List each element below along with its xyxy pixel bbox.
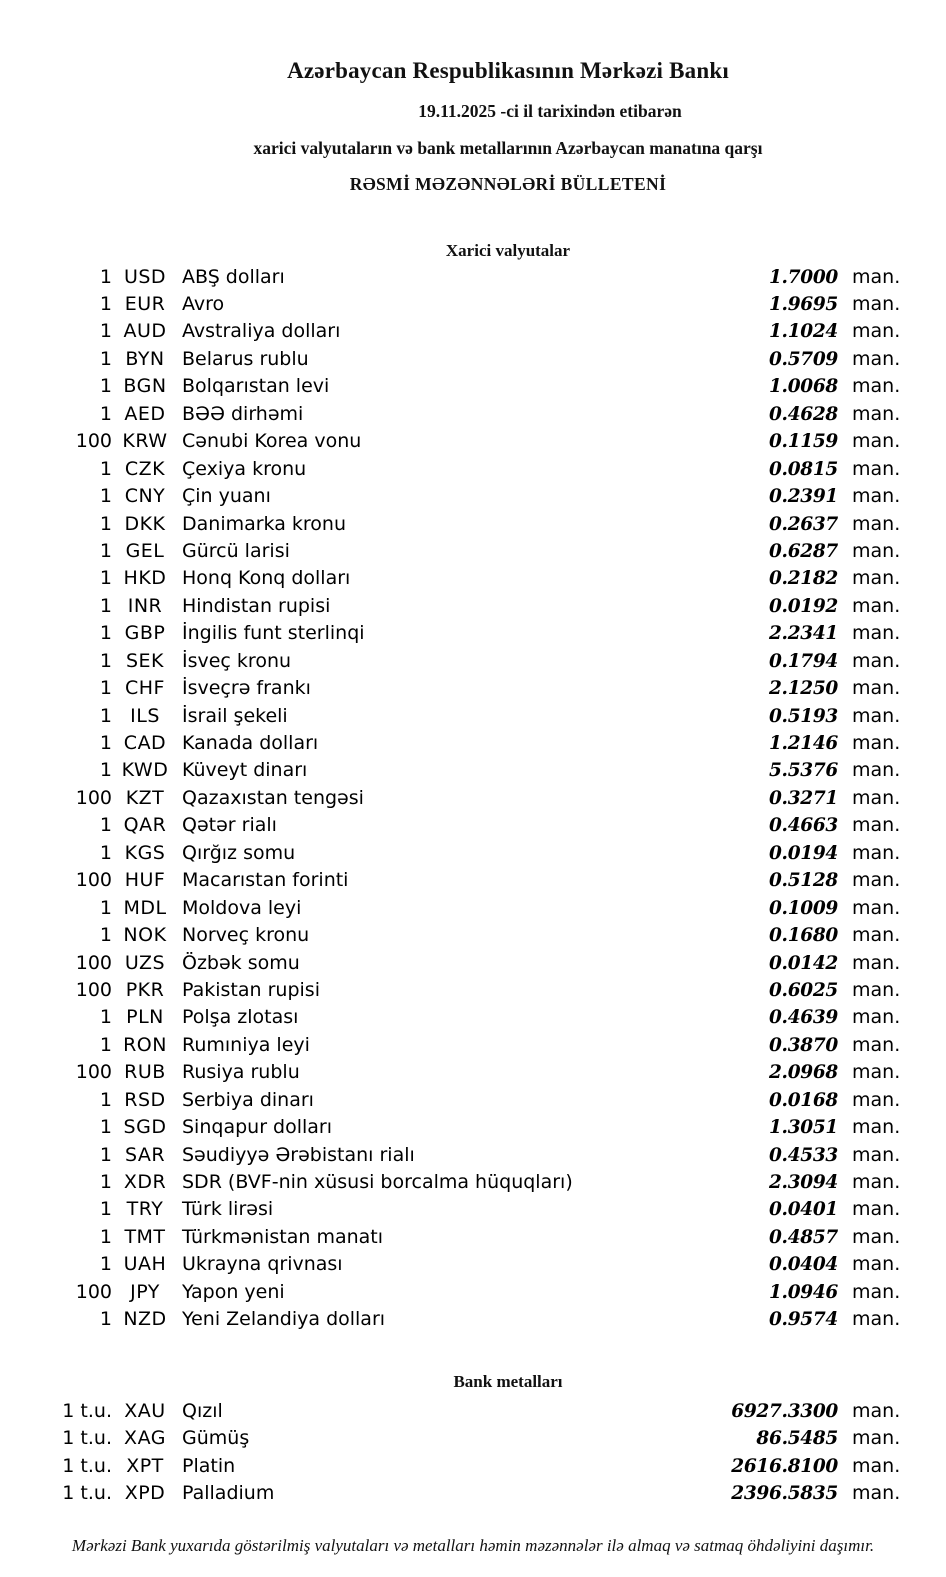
metal-row-code: XPD <box>124 1481 166 1504</box>
currency-row <box>0 1251 946 1278</box>
currency-row-code: CHF <box>125 677 165 700</box>
currency-row-unit: man. <box>852 1198 901 1221</box>
metal-row-code: XAG <box>124 1427 166 1450</box>
page-title: Azərbaycan Respublikasının Mərkəzi Bankı <box>287 58 729 83</box>
currency-row-code: ILS <box>130 704 160 727</box>
currency-row-name: Rusiya rublu <box>182 1061 300 1084</box>
currency-row-name: Belarus rublu <box>182 347 309 370</box>
metal-row-rate: 2616.8100 <box>731 1455 838 1477</box>
currency-row-code: JPY <box>130 1280 160 1303</box>
currency-row-code: GBP <box>124 622 166 645</box>
currency-row <box>0 1306 946 1333</box>
currency-row <box>0 1004 946 1031</box>
currency-row-name: Türk lirəsi <box>182 1198 274 1221</box>
currency-row-name: Macarıstan forinti <box>182 869 349 892</box>
currency-row-qty: 100 <box>75 1061 112 1084</box>
currency-row-rate: 0.1009 <box>768 897 838 919</box>
currency-row-qty: 1 <box>99 594 112 617</box>
currency-row-unit: man. <box>852 1171 901 1194</box>
currency-row-unit: man. <box>852 924 901 947</box>
currency-table <box>0 264 946 1334</box>
currency-row-code: CZK <box>124 457 166 480</box>
currency-row-qty: 1 <box>99 841 112 864</box>
currency-row-rate: 0.6287 <box>768 540 838 562</box>
currency-row-code: QAR <box>123 814 167 837</box>
currency-row <box>0 703 946 730</box>
currency-row-rate: 0.0404 <box>768 1254 838 1276</box>
currency-row-unit: man. <box>852 1033 901 1056</box>
currency-row-rate: 0.1159 <box>768 431 838 453</box>
currency-row-name: ABŞ dolları <box>182 265 285 288</box>
metals-section-title: Bank metalları <box>453 1371 563 1391</box>
currency-row-code: EUR <box>124 293 166 316</box>
currency-row-name: İngilis funt sterlinqi <box>182 622 365 645</box>
currency-row <box>0 511 946 538</box>
currency-row-unit: man. <box>852 896 901 919</box>
currency-row <box>0 401 946 428</box>
currency-row-name: Yeni Zelandiya dolları <box>182 1308 386 1331</box>
currency-row-qty: 1 <box>99 759 112 782</box>
currency-row-code: USD <box>123 265 167 288</box>
currency-row-qty: 1 <box>99 1198 112 1221</box>
currency-row-qty: 1 <box>99 924 112 947</box>
metal-row-qty: 1 t.u. <box>62 1399 112 1422</box>
currency-row-name: Avstraliya dolları <box>182 320 341 343</box>
currency-row-code: KZT <box>125 786 165 809</box>
currency-row-rate: 0.1680 <box>768 925 838 947</box>
currency-row-code: KWD <box>121 759 169 782</box>
currency-row-code: PKR <box>125 978 165 1001</box>
currency-row-rate: 2.1250 <box>768 678 838 700</box>
currency-row-unit: man. <box>852 293 901 316</box>
currency-row-name: Qazaxıstan tengəsi <box>182 786 364 809</box>
currency-row-qty: 1 <box>99 1116 112 1139</box>
currency-row-unit: man. <box>852 649 901 672</box>
currency-row-rate: 2.2341 <box>768 623 838 645</box>
currency-row-name: Gürcü larisi <box>182 539 290 562</box>
currency-row-code: TMT <box>124 1225 166 1248</box>
currency-row-code: KRW <box>122 430 168 453</box>
currency-row-rate: 0.1794 <box>768 650 838 672</box>
currency-row-qty: 1 <box>99 1006 112 1029</box>
currency-row-rate: 1.7000 <box>768 266 838 288</box>
currency-row-name: Qırğız somu <box>182 841 296 864</box>
currency-row-rate: 0.0168 <box>768 1089 838 1111</box>
metal-row-unit: man. <box>852 1454 901 1477</box>
currencies-section-title: Xarici valyutalar <box>445 240 571 260</box>
currency-row-code: XDR <box>123 1171 167 1194</box>
currency-row-unit: man. <box>852 567 901 590</box>
currency-row-name: Polşa zlotası <box>182 1006 299 1029</box>
currency-row-rate: 1.0946 <box>768 1281 838 1303</box>
currency-row-unit: man. <box>852 759 901 782</box>
currency-row <box>0 757 946 784</box>
currency-row-name: Hindistan rupisi <box>182 594 331 617</box>
currency-row-qty: 1 <box>99 1171 112 1194</box>
currency-row-qty: 1 <box>99 649 112 672</box>
currency-row-unit: man. <box>852 1061 901 1084</box>
currency-row <box>0 538 946 565</box>
currency-row-code: CAD <box>123 732 167 755</box>
currency-row-qty: 1 <box>99 704 112 727</box>
currency-row-rate: 0.0142 <box>768 952 838 974</box>
currency-row-unit: man. <box>852 1225 901 1248</box>
currency-row-code: PLN <box>126 1006 164 1029</box>
currency-row-qty: 1 <box>99 293 112 316</box>
currency-row-unit: man. <box>852 1143 901 1166</box>
currency-row-rate: 0.2637 <box>768 513 838 535</box>
currency-row <box>0 1169 946 1196</box>
subtitle-line: xarici valyutaların və bank metallarının Azərbaycan manatına qarşı <box>253 137 763 158</box>
currency-row-unit: man. <box>852 677 901 700</box>
currency-row-unit: man. <box>852 1308 901 1331</box>
currency-row-unit: man. <box>852 1006 901 1029</box>
currency-row-code: HUF <box>124 869 166 892</box>
currency-row-rate: 0.2391 <box>768 486 838 508</box>
currency-row <box>0 977 946 1004</box>
metal-row <box>0 1425 946 1452</box>
currency-row-rate: 0.6025 <box>768 979 838 1001</box>
currency-row <box>0 895 946 922</box>
metal-row-qty: 1 t.u. <box>62 1481 112 1504</box>
currency-row-qty: 100 <box>75 1280 112 1303</box>
currency-row-qty: 1 <box>99 375 112 398</box>
currency-row-rate: 0.9574 <box>768 1309 838 1331</box>
currency-row-qty: 1 <box>99 320 112 343</box>
metal-row-qty: 1 t.u. <box>62 1454 112 1477</box>
disclaimer-text: Mərkəzi Bank yuxarıda göstərilmiş valyutaları və metalları həmin məzənnələr ilə almaq və satmaq öhdəliyini daşımır. <box>71 1536 875 1556</box>
currency-row <box>0 1196 946 1223</box>
metal-row-code: XPT <box>126 1454 164 1477</box>
metal-row <box>0 1453 946 1480</box>
currency-row <box>0 291 946 318</box>
currency-row-qty: 1 <box>99 732 112 755</box>
currency-row-name: Honq Konq dolları <box>182 567 351 590</box>
metal-row <box>0 1480 946 1507</box>
currency-row <box>0 1142 946 1169</box>
currency-row-code: KGS <box>124 841 166 864</box>
currency-row-code: NOK <box>123 924 167 947</box>
metal-row-rate: 86.5485 <box>756 1428 838 1450</box>
currency-row-unit: man. <box>852 869 901 892</box>
currency-row-qty: 100 <box>75 430 112 453</box>
metal-row-rate: 6927.3300 <box>731 1400 838 1422</box>
metal-row-name: Gümüş <box>182 1427 250 1450</box>
currency-row-qty: 1 <box>99 677 112 700</box>
currency-row-unit: man. <box>852 1280 901 1303</box>
currency-row-rate: 0.5709 <box>768 348 838 370</box>
currency-row-name: Çin yuanı <box>182 485 271 508</box>
currency-row-name: Serbiya dinarı <box>182 1088 314 1111</box>
currency-row-name: Moldova leyi <box>182 896 302 919</box>
currency-row-qty: 1 <box>99 402 112 425</box>
currency-row <box>0 373 946 400</box>
currency-row-code: RON <box>123 1033 167 1056</box>
currency-row-qty: 100 <box>75 869 112 892</box>
currency-row-name: Kanada dolları <box>182 732 319 755</box>
metal-row-rate: 2396.5835 <box>731 1482 838 1504</box>
currency-row-unit: man. <box>852 1088 901 1111</box>
currency-row-code: SAR <box>124 1143 166 1166</box>
currency-row <box>0 1114 946 1141</box>
currency-row-unit: man. <box>852 622 901 645</box>
currency-row-code: DKK <box>124 512 166 535</box>
currency-row <box>0 346 946 373</box>
metal-row-name: Palladium <box>182 1481 275 1504</box>
currency-row <box>0 565 946 592</box>
currency-row-rate: 0.0194 <box>768 842 838 864</box>
currency-row-unit: man. <box>852 732 901 755</box>
currency-row-unit: man. <box>852 841 901 864</box>
currency-row-rate: 2.0968 <box>768 1062 838 1084</box>
currency-row-name: Avro <box>182 293 225 316</box>
currency-row-qty: 1 <box>99 1253 112 1276</box>
currency-row-qty: 1 <box>99 265 112 288</box>
currency-row-qty: 1 <box>99 814 112 837</box>
currency-row-name: İsveçrə frankı <box>182 677 311 700</box>
currency-row-unit: man. <box>852 457 901 480</box>
currency-row <box>0 456 946 483</box>
effective-date-line: 19.11.2025 -ci il tarixindən etibarən <box>418 100 682 121</box>
currency-row-rate: 0.0401 <box>768 1199 838 1221</box>
currency-row-unit: man. <box>852 814 901 837</box>
currency-row-name: İsveç kronu <box>182 649 292 672</box>
currency-row-code: AED <box>124 402 166 425</box>
currency-row-unit: man. <box>852 951 901 974</box>
currency-row-code: BYN <box>125 347 165 370</box>
currency-row-unit: man. <box>852 375 901 398</box>
currency-row-rate: 0.4857 <box>768 1226 838 1248</box>
metal-table <box>0 1398 946 1508</box>
currency-row-rate: 0.3271 <box>768 787 838 809</box>
currency-row <box>0 483 946 510</box>
currency-row-name: Çexiya kronu <box>182 457 307 480</box>
currency-row-qty: 1 <box>99 1308 112 1331</box>
metal-row-code: XAU <box>124 1399 166 1422</box>
currency-row-code: HKD <box>123 567 167 590</box>
currency-row <box>0 1032 946 1059</box>
currency-row <box>0 730 946 757</box>
currency-row-qty: 1 <box>99 622 112 645</box>
currency-row-unit: man. <box>852 704 901 727</box>
currency-row <box>0 648 946 675</box>
currency-row <box>0 620 946 647</box>
currency-row-unit: man. <box>852 512 901 535</box>
currency-row <box>0 264 946 291</box>
document-header <box>70 0 946 195</box>
currency-row-name: Qətər rialı <box>182 814 277 837</box>
currency-row-name: Rumıniya leyi <box>182 1033 310 1056</box>
currency-row <box>0 867 946 894</box>
currency-row-code: SEK <box>125 649 165 672</box>
currency-row-qty: 100 <box>75 786 112 809</box>
currency-row-name: Küveyt dinarı <box>182 759 308 782</box>
metal-row-unit: man. <box>852 1399 901 1422</box>
metal-row-unit: man. <box>852 1427 901 1450</box>
currency-row-code: INR <box>127 594 163 617</box>
currency-row-rate: 0.3870 <box>768 1034 838 1056</box>
currency-row-name: Səudiyyə Ərəbistanı rialı <box>182 1143 415 1166</box>
currency-row-code: AUD <box>123 320 167 343</box>
currency-row-code: RUB <box>124 1061 166 1084</box>
currency-row-rate: 0.4533 <box>768 1144 838 1166</box>
currency-row <box>0 593 946 620</box>
currency-row-name: Danimarka kronu <box>182 512 347 535</box>
currency-row-rate: 0.4628 <box>768 403 838 425</box>
currency-row-rate: 1.9695 <box>768 294 838 316</box>
currency-row-unit: man. <box>852 786 901 809</box>
currency-row-qty: 1 <box>99 457 112 480</box>
currency-row-code: TRY <box>126 1198 164 1221</box>
currency-row <box>0 812 946 839</box>
currency-row-rate: 0.5193 <box>768 705 838 727</box>
currency-row-rate: 2.3094 <box>768 1172 838 1194</box>
currency-row-code: MDL <box>123 896 167 919</box>
currency-row-code: SGD <box>123 1116 167 1139</box>
currency-row-unit: man. <box>852 978 901 1001</box>
currency-row-unit: man. <box>852 1116 901 1139</box>
currency-row-name: İsrail şekeli <box>182 704 288 727</box>
currency-row-name: Sinqapur dolları <box>182 1116 333 1139</box>
currency-row-qty: 1 <box>99 567 112 590</box>
currency-row <box>0 1059 946 1086</box>
metal-row-name: Platin <box>182 1454 236 1477</box>
currency-row-unit: man. <box>852 1253 901 1276</box>
currency-row-code: UZS <box>124 951 166 974</box>
currency-row-qty: 1 <box>99 1225 112 1248</box>
currency-row-rate: 0.0815 <box>768 458 838 480</box>
currency-row-rate: 1.3051 <box>768 1117 838 1139</box>
currency-row-unit: man. <box>852 265 901 288</box>
currency-row-code: BGN <box>123 375 167 398</box>
currency-row-qty: 100 <box>75 951 112 974</box>
currency-row <box>0 840 946 867</box>
currency-row-rate: 0.2182 <box>768 568 838 590</box>
currency-row <box>0 318 946 345</box>
currency-row-name: Özbək somu <box>182 951 300 974</box>
currency-row-rate: 0.4663 <box>768 815 838 837</box>
metal-row-name: Qızıl <box>182 1399 223 1422</box>
currency-row-qty: 1 <box>99 1033 112 1056</box>
currency-row-unit: man. <box>852 320 901 343</box>
currency-row-qty: 1 <box>99 539 112 562</box>
currency-row-qty: 100 <box>75 978 112 1001</box>
currency-row-code: CNY <box>124 485 166 508</box>
currency-row-qty: 1 <box>99 485 112 508</box>
currency-row-name: BƏƏ dirhəmi <box>182 402 304 425</box>
currency-row-name: Pakistan rupisi <box>182 978 320 1001</box>
currency-row <box>0 1087 946 1114</box>
currency-row-code: GEL <box>125 539 165 562</box>
currency-row-qty: 1 <box>99 512 112 535</box>
currency-row-code: NZD <box>123 1308 167 1331</box>
metal-row-qty: 1 t.u. <box>62 1427 112 1450</box>
currency-row-rate: 0.4639 <box>768 1007 838 1029</box>
metal-row-unit: man. <box>852 1481 901 1504</box>
currency-row-rate: 0.0192 <box>768 595 838 617</box>
currency-row-unit: man. <box>852 539 901 562</box>
currency-row-unit: man. <box>852 485 901 508</box>
currency-row <box>0 922 946 949</box>
currency-row <box>0 785 946 812</box>
currency-row-rate: 1.1024 <box>768 321 838 343</box>
currency-row-unit: man. <box>852 402 901 425</box>
currency-row-qty: 1 <box>99 347 112 370</box>
currency-row <box>0 428 946 455</box>
bulletin-title: RƏSMİ MƏZƏNNƏLƏRİ BÜLLETENİ <box>349 173 667 194</box>
currency-row <box>0 1224 946 1251</box>
currency-row-code: RSD <box>124 1088 166 1111</box>
currency-row <box>0 1279 946 1306</box>
currency-row <box>0 675 946 702</box>
currency-row-unit: man. <box>852 594 901 617</box>
metal-row <box>0 1398 946 1425</box>
currency-row-name: Norveç kronu <box>182 924 310 947</box>
currency-row-name: Bolqarıstan levi <box>182 375 330 398</box>
currency-row-code: UAH <box>123 1253 167 1276</box>
currency-row-qty: 1 <box>99 1088 112 1111</box>
currency-row-name: Türkmənistan manatı <box>182 1225 384 1248</box>
currency-row-unit: man. <box>852 347 901 370</box>
currency-row-rate: 0.5128 <box>768 870 838 892</box>
currency-row <box>0 950 946 977</box>
currency-row-rate: 1.0068 <box>768 376 838 398</box>
currency-row-rate: 5.5376 <box>768 760 838 782</box>
currency-row-qty: 1 <box>99 1143 112 1166</box>
currency-row-name: SDR (BVF-nin xüsusi borcalma hüquqları) <box>182 1171 573 1194</box>
currency-row-name: Cənubi Korea vonu <box>182 430 362 453</box>
currency-row-qty: 1 <box>99 896 112 919</box>
currency-row-unit: man. <box>852 430 901 453</box>
currency-row-name: Ukrayna qrivnası <box>182 1253 343 1276</box>
currency-row-rate: 1.2146 <box>768 733 838 755</box>
currency-row-name: Yapon yeni <box>182 1280 285 1303</box>
